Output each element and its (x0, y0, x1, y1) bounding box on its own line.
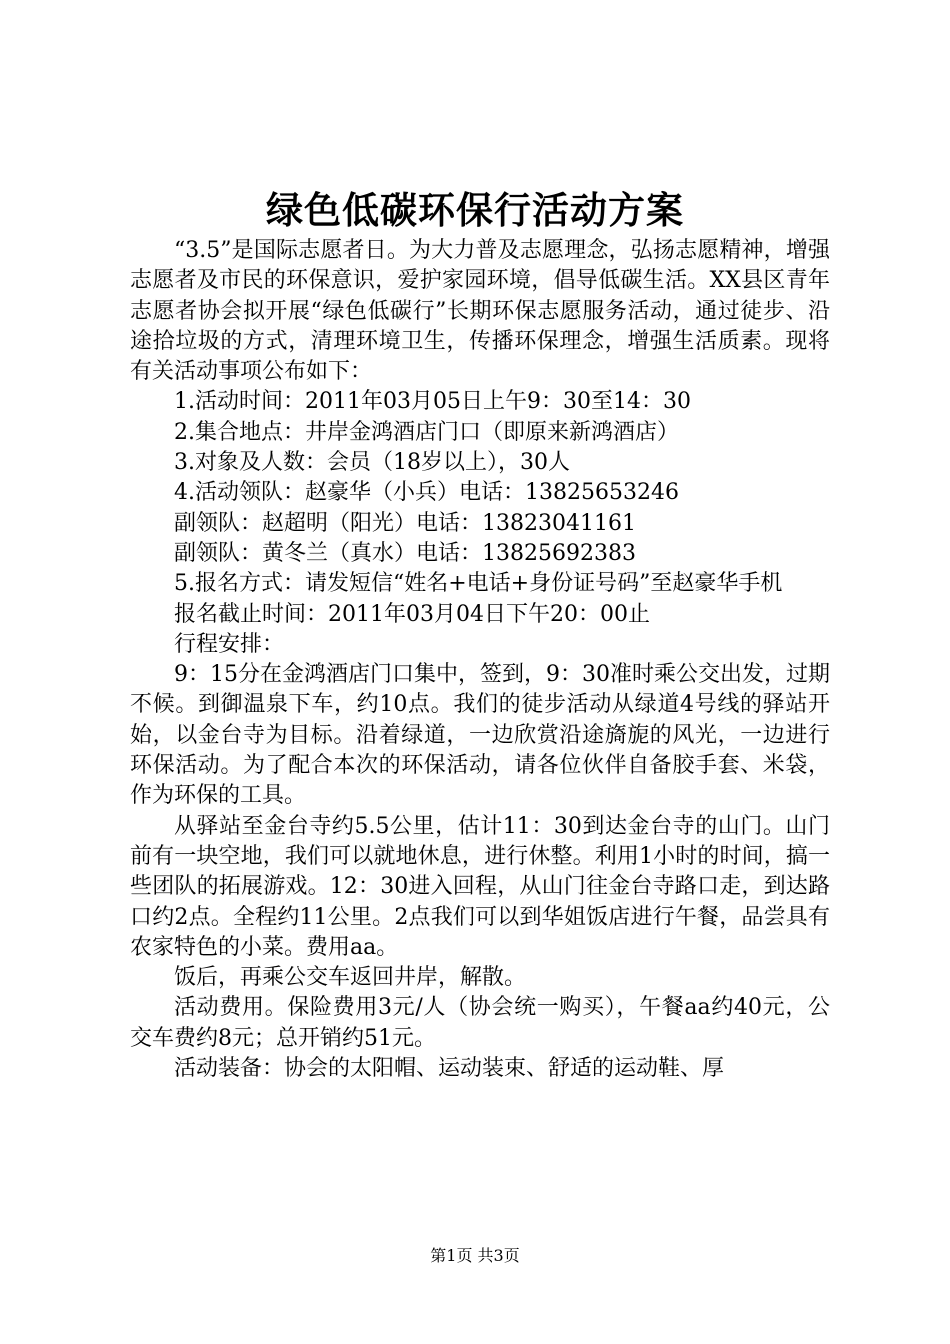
paragraph-deputy-leader-1: 副领队：赵超明（阳光）电话：13823041161 (174, 510, 636, 536)
paragraph-activity-time: 1.活动时间：2011年03月05日上午9：30至14：30 (174, 389, 691, 415)
page-footer: 第1页 共3页 (430, 1246, 520, 1265)
paragraph-itinerary-heading: 行程安排： (174, 631, 285, 657)
paragraph-itinerary-1: 9：15分在金鸿酒店门口集中，签到，9：30准时乘公交出发，过期不候。到御温泉下车，约10点。我们的徒步活动从绿道4号线的驿站开始，以金台寺为目标。沿着绿道，一边欣赏沿途旖旎的风光，一边进行环保活动。为了配合本次的环保活动，请各位伙伴自备胶手套、米袋，作为环保的工具。 (130, 662, 831, 809)
paragraph-equipment: 活动装备：协会的太阳帽、运动装束、舒适的运动鞋、厚 (174, 1056, 725, 1082)
paragraph-intro: “3.5”是国际志愿者日。为大力普及志愿理念，弘扬志愿精神，增强志愿者及市民的环保意识，爱护家园环境，倡导低碳生活。XX县区青年志愿者协会拟开展“绿色低碳行”长期环保志愿服务活动，通过徒步、沿途拾垃圾的方式，清理环境卫生，传播环保理念，增强生活质素。现将有关活动事项公布如下： (130, 238, 830, 385)
paragraph-deadline: 报名截止时间：2011年03月04日下午20：00止 (174, 601, 650, 627)
paragraph-deputy-leader-2: 副领队：黄冬兰（真水）电话：13825692383 (174, 540, 636, 566)
paragraph-meeting-place: 2.集合地点：井岸金鸿酒店门口（即原来新鸿酒店） (174, 419, 679, 445)
paragraph-participants: 3.对象及人数：会员（18岁以上），30人 (174, 450, 570, 476)
document-title: 绿色低碳环保行活动方案 (266, 188, 684, 232)
paragraph-costs: 活动费用。保险费用3元/人（协会统一购买），午餐aa约40元，公交车费约8元；总开销约51元。 (130, 995, 830, 1051)
paragraph-leader: 4.活动领队：赵豪华（小兵）电话：13825653246 (174, 480, 679, 506)
document-body (130, 236, 830, 1084)
paragraph-return: 饭后，再乘公交车返回井岸，解散。 (174, 965, 527, 991)
paragraph-registration: 5.报名方式：请发短信“姓名+电话+身份证号码”至赵豪华手机 (174, 571, 783, 597)
paragraph-itinerary-2: 从驿站至金台寺约5.5公里，估计11：30到达金台寺的山门。山门前有一块空地，我们可以就地休息，进行休整。利用1小时的时间，搞一些团队的拓展游戏。12：30进入回程，从山门往金台寺路口走，到达路口约2点。全程约11公里。2点我们可以到华姐饭店进行午餐，品尝具有农家特色的小菜。费用aa。 (130, 813, 830, 960)
